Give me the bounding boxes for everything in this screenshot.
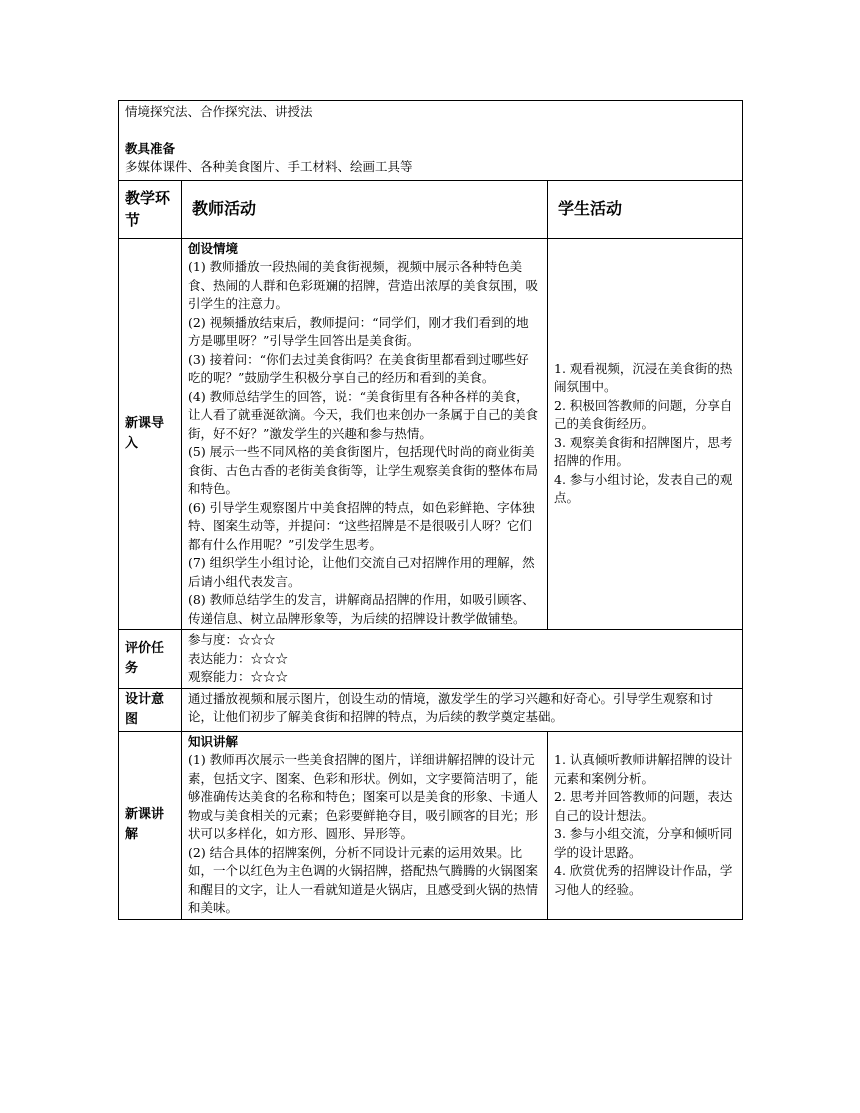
section1-teacher-item: (7) 组织学生小组讨论，让他们交流自己对招牌作用的理解，然后请小组代表发言。 <box>188 555 535 589</box>
section2-student-item: 4. 欣赏优秀的招牌设计作品，学习他人的经验。 <box>554 863 733 897</box>
evaluation-item: 观察能力：☆☆☆ <box>188 669 289 684</box>
lesson-plan-table <box>118 100 743 920</box>
section2-stage: 新课讲解 <box>119 731 182 919</box>
section1-student-item: 1. 观看视频，沉浸在美食街的热闹氛围中。 <box>554 360 733 395</box>
evaluation-item: 参与度：☆☆☆ <box>188 632 276 647</box>
section1-stage: 新课导入 <box>119 238 182 630</box>
section1-teacher-cell <box>182 238 548 630</box>
evaluation-stage: 评价任务 <box>119 630 182 689</box>
section2-student-cell <box>548 731 743 919</box>
evaluation-row <box>119 630 743 689</box>
lesson-plan-page <box>118 100 742 920</box>
section2-student-item: 2. 思考并回答教师的问题，表达自己的设计想法。 <box>554 789 733 823</box>
section2-title: 知识讲解 <box>188 733 239 749</box>
table-header-row <box>119 180 743 238</box>
header-stage: 教学环节 <box>119 180 182 238</box>
section2-student-item: 1. 认真倾听教师讲解招牌的设计元素和案例分析。 <box>554 752 733 786</box>
design-intent-cell <box>182 688 743 731</box>
section2-teacher-item: (1) 教师再次展示一些美食招牌的图片，详细讲解招牌的设计元素，包括文字、图案、色彩和形状。例如，文字要简洁明了，能够准确传达美食的名称和特色；图案可以是美食的形象、卡通人物或与美食相关的元素；色彩要鲜艳夺目，吸引顾客的目光；形状可以多样化，如方形、圆形、异形等。 <box>188 752 539 841</box>
section2-row <box>119 731 743 919</box>
section1-teacher-item: (6) 引导学生观察图片中美食招牌的特点，如色彩鲜艳、字体独特、图案生动等，并提问：“这些招牌是不是很吸引人呀？它们都有什么作用呢？”引发学生思考。 <box>188 499 535 552</box>
section1-student-cell <box>548 238 743 630</box>
section2-teacher-item: (2) 结合具体的招牌案例，分析不同设计元素的运用效果。比如，一个以红色为主色调的火锅招牌，搭配热气腾腾的火锅图案和醒目的文字，让人一看就知道是火锅店，且感受到火锅的热情和美味。 <box>188 844 539 915</box>
section1-student-item: 4. 参与小组讨论，发表自己的观点。 <box>554 471 733 506</box>
section1-row <box>119 238 743 630</box>
section1-teacher-item: (5) 展示一些不同风格的美食街图片，包括现代时尚的商业街美食街、古色古香的老街美食街等，让学生观察美食街的整体布局和特色。 <box>188 444 539 496</box>
section1-teacher-item: (1) 教师播放一段热闹的美食街视频，视频中展示各种特色美食、热闹的人群和色彩斑斓的招牌，营造出浓厚的美食氛围，吸引学生的注意力。 <box>188 259 539 311</box>
section1-teacher-item: (4) 教师总结学生的回答，说：“美食街里有各种各样的美食，让人看了就垂涎欲滴。今天，我们也来创办一条属于自己的美食街，好不好？”激发学生的兴趣和参与热情。 <box>188 388 539 441</box>
section2-teacher-cell <box>182 731 548 919</box>
evaluation-cell <box>182 630 743 689</box>
section2-student-item: 3. 参与小组交流，分享和倾听同学的设计思路。 <box>554 826 733 860</box>
header-teacher: 教师活动 <box>182 180 548 238</box>
section1-teacher-item: (3) 接着问：“你们去过美食街吗？在美食街里都看到过哪些好吃的呢？”鼓励学生积极分享自己的经历和看到的美食。 <box>188 351 529 385</box>
design-intent-text: 通过播放视频和展示图片，创设生动的情境，激发学生的学习兴趣和好奇心。引导学生观察和讨论，让他们初步了解美食街和招牌的特点，为后续的教学奠定基础。 <box>188 690 714 724</box>
evaluation-item: 表达能力：☆☆☆ <box>188 650 289 666</box>
methods-row <box>119 101 743 181</box>
section1-title: 创设情境 <box>188 240 239 256</box>
header-student: 学生活动 <box>548 180 743 238</box>
design-intent-stage: 设计意图 <box>119 688 182 731</box>
design-intent-row <box>119 688 743 731</box>
section1-student-item: 2. 积极回答教师的问题，分享自己的美食街经历。 <box>554 397 733 432</box>
methods-tools-cell <box>119 101 743 181</box>
section1-teacher-item: (8) 教师总结学生的发言，讲解商品招牌的作用，如吸引顾客、传递信息、树立品牌形象等，为后续的招牌设计教学做铺垫。 <box>188 592 535 626</box>
section1-student-item: 3. 观察美食街和招牌图片，思考招牌的作用。 <box>554 434 733 469</box>
tools-heading: 教具准备 <box>125 140 176 156</box>
section1-teacher-item: (2) 视频播放结束后，教师提问：“同学们，刚才我们看到的地方是哪里呀？”引导学生回答出是美食街。 <box>188 314 529 348</box>
tools-text: 多媒体课件、各种美食图片、手工材料、绘画工具等 <box>125 159 413 174</box>
methods-text: 情境探究法、合作探究法、讲授法 <box>125 104 313 119</box>
